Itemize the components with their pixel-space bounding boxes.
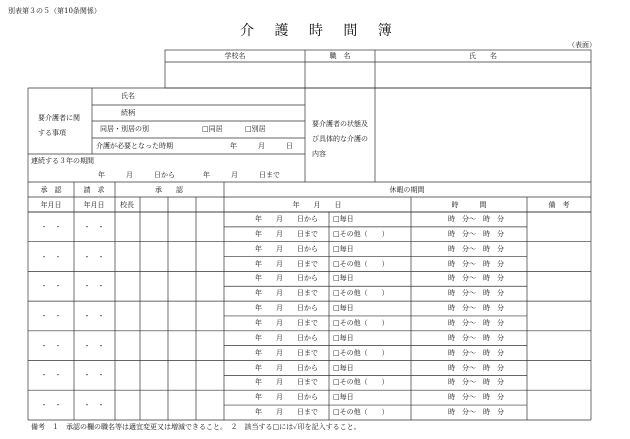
from-date-cell: 年 月 日から	[255, 244, 318, 253]
school-label: 学校名	[224, 52, 246, 60]
daily-checkbox[interactable]: □毎日	[333, 363, 354, 372]
separate-checkbox[interactable]: □別居	[245, 125, 266, 133]
other-checkbox[interactable]: □その他（ ）	[333, 318, 389, 327]
request-date-cell: ・ ・	[83, 311, 105, 320]
from-date-cell: 年 月 日から	[255, 333, 318, 342]
other-checkbox[interactable]: □その他（ ）	[333, 259, 389, 268]
request-date-cell: ・ ・	[83, 371, 105, 380]
time-range-cell: 時 分～ 時 分	[448, 363, 504, 372]
daily-checkbox[interactable]: □毎日	[333, 333, 354, 342]
period-label: 連続する３年の期間	[31, 157, 94, 165]
time-range-cell: 時 分～ 時 分	[448, 259, 504, 268]
daily-checkbox[interactable]: □毎日	[333, 274, 354, 283]
approve-date-cell: ・ ・	[40, 401, 62, 410]
time-range-cell: 時 分～ 時 分	[448, 318, 504, 327]
time-range-cell: 時 分～ 時 分	[448, 408, 504, 417]
other-checkbox[interactable]: □その他（ ）	[333, 408, 389, 417]
approve-date-cell: ・ ・	[40, 282, 62, 291]
time-range-cell: 時 分～ 時 分	[448, 289, 504, 298]
daily-checkbox[interactable]: □毎日	[333, 215, 354, 223]
approve-date-header: 年月日	[40, 201, 62, 209]
care-state-label: 要介護者の状態及び具体的な介護の内容	[312, 120, 368, 158]
daily-checkbox[interactable]: □毎日	[333, 244, 354, 253]
care-name-label: 氏名	[121, 92, 135, 100]
request-date-cell: ・ ・	[83, 401, 105, 410]
to-date-cell: 年 月 日まで	[255, 378, 318, 387]
request-date-cell: ・ ・	[83, 252, 105, 261]
request-date-cell: ・ ・	[83, 341, 105, 350]
cohabit-label: 同居・別居の別	[100, 125, 149, 133]
approve-date-cell: ・ ・	[40, 222, 62, 231]
other-checkbox[interactable]: □その他（ ）	[333, 289, 389, 298]
relation-label: 続柄	[121, 109, 135, 117]
time-range-cell: 時 分～ 時 分	[448, 229, 504, 238]
page-title: 介 護 時 間 簿	[240, 23, 400, 39]
approve-date-cell: ・ ・	[40, 341, 62, 350]
time-range-cell: 時 分～ 時 分	[448, 274, 504, 283]
to-date-cell: 年 月 日まで	[255, 259, 318, 268]
from-date-cell: 年 月 日から	[255, 393, 318, 402]
position-label: 職 名	[329, 52, 351, 60]
name-label: 氏 名	[469, 52, 497, 60]
time-range-cell: 時 分～ 時 分	[448, 378, 504, 387]
approve-date-cell: ・ ・	[40, 311, 62, 320]
to-date-cell: 年 月 日まで	[255, 229, 318, 238]
to-date-cell: 年 月 日まで	[255, 289, 318, 298]
from-date-cell: 年 月 日から	[255, 304, 318, 313]
required-since-label: 介護が必要となった時期	[96, 142, 173, 150]
leave-period-header: 休暇の期間	[389, 186, 425, 194]
to-date-cell: 年 月 日まで	[255, 348, 318, 357]
principal-header: 校長	[120, 201, 134, 209]
required-since-date: 年 月 日	[230, 142, 293, 150]
form-number: 別表第３の５（第10条関係）	[8, 7, 101, 15]
time-range-cell: 時 分～ 時 分	[448, 304, 504, 313]
daily-checkbox[interactable]: □毎日	[333, 304, 354, 313]
time-range-cell: 時 分～ 時 分	[448, 215, 504, 223]
ymd-header: 年 月 日	[292, 201, 342, 209]
time-header: 時 間	[451, 201, 487, 209]
side-label: （表面）	[568, 41, 596, 49]
period-range: 年 月 日から 年 月 日まで	[98, 171, 280, 179]
from-date-cell: 年 月 日から	[255, 363, 318, 372]
time-range-cell: 時 分～ 時 分	[448, 348, 504, 357]
approve-date-cell: ・ ・	[40, 252, 62, 261]
care-target-label: 要介護者に関する事項	[38, 114, 80, 137]
time-range-cell: 時 分～ 時 分	[448, 393, 504, 402]
from-date-cell: 年 月 日から	[255, 274, 318, 283]
approve-header: 承 認	[40, 186, 62, 194]
approve-date-cell: ・ ・	[40, 371, 62, 380]
daily-checkbox[interactable]: □毎日	[333, 393, 354, 402]
request-date-header: 年月日	[83, 201, 105, 209]
other-checkbox[interactable]: □その他（ ）	[333, 378, 389, 387]
footnote: 備考 １ 承認の欄の職名等は適宜変更又は増減できること。 ２ 該当する□には✓印を記入すること。	[31, 423, 361, 431]
remarks-header: 備 考	[548, 201, 570, 209]
to-date-cell: 年 月 日まで	[255, 408, 318, 417]
request-date-cell: ・ ・	[83, 282, 105, 291]
request-date-cell: ・ ・	[83, 222, 105, 231]
time-range-cell: 時 分～ 時 分	[448, 333, 504, 342]
approve-group-header: 承 認	[155, 186, 183, 194]
request-header: 請 求	[83, 186, 105, 194]
to-date-cell: 年 月 日まで	[255, 318, 318, 327]
other-checkbox[interactable]: □その他（ ）	[333, 348, 389, 357]
from-date-cell: 年 月 日から	[255, 215, 318, 223]
time-range-cell: 時 分～ 時 分	[448, 244, 504, 253]
other-checkbox[interactable]: □その他（ ）	[333, 229, 389, 238]
cohabit-checkbox[interactable]: □同居	[202, 125, 223, 133]
